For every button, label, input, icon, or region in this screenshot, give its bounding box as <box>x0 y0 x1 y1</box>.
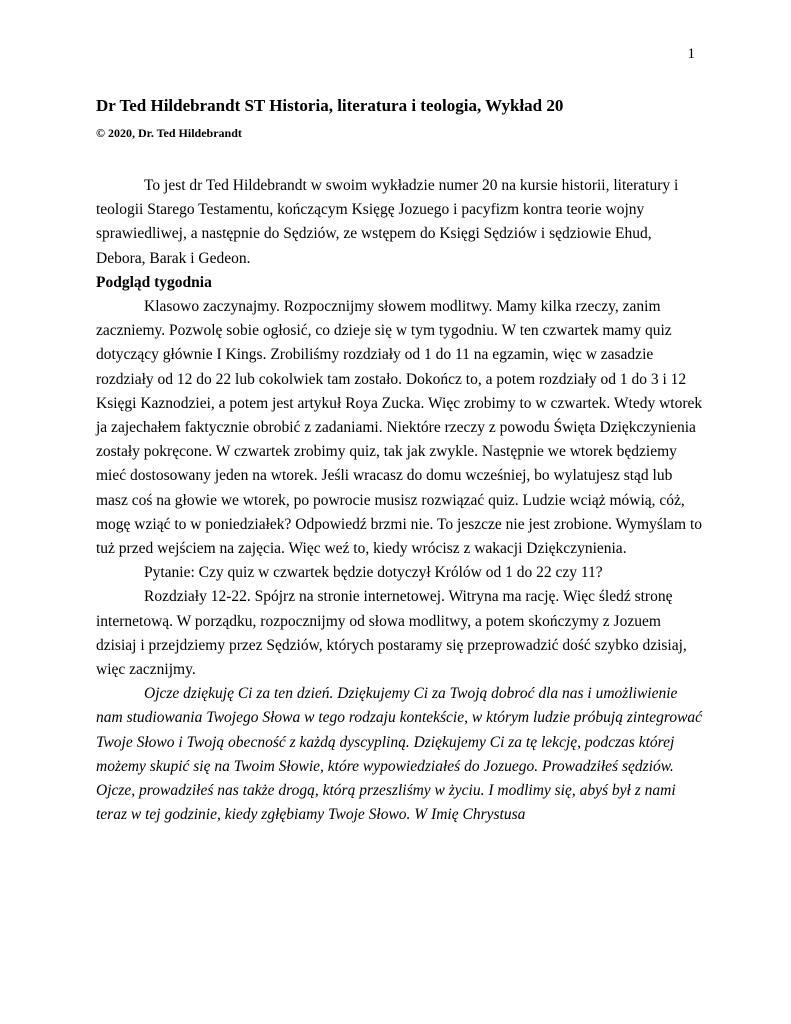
document-body <box>96 174 704 827</box>
intro-paragraph: To jest dr Ted Hildebrandt w swoim wykładzie numer 20 na kursie historii, literatury i teologii Starego Testamentu, kończącym Księgę Jozuego i pacyfizm kontra teorie wojny sprawiedliwej, a następnie do Sędziów, ze wstępem do Księgi Sędziów i sędziowie Ehud, Debora, Barak i Gedeon. <box>96 177 679 267</box>
prayer-paragraph: Ojcze dziękuję Ci za ten dzień. Dziękujemy Ci za Twoją dobroć dla nas i umożliwienie nam studiowania Twojego Słowa w tego rodzaju kontekście, w którym ludzie próbują zintegrować Twoje Słowo i Twoją obecność z każdą dyscypliną. Dziękujemy Ci za tę lekcję, podczas której możemy skupić się na Twoim Słowie, które wypowiedziałeś do Jozuego. Prowadziłeś sędziów. Ojcze, prowadziłeś nas także drogą, którą przeszliśmy w życiu. I modlimy się, abyś był z nami teraz w tej godzinie, kiedy zgłębiamy Twoje Słowo. W Imię Chrystusa <box>96 685 703 824</box>
answer-paragraph: Rozdziały 12-22. Spójrz na stronie internetowej. Witryna ma rację. Więc śledź stronę internetową. W porządku, rozpocznijmy od słowa modlitwy, a potem skończymy z Jozuem dzisiaj i przejdziemy przez Sędziów, których postaramy się przeprowadzić dość szybko dzisiaj, więc zacznijmy. <box>96 588 687 679</box>
copyright-notice: © 2020, Dr. Ted Hildebrandt <box>96 126 242 140</box>
document-title: Dr Ted Hildebrandt ST Historia, literatura i teologia, Wykład 20 <box>96 96 564 115</box>
announcement-paragraph: Klasowo zaczynajmy. Rozpocznijmy słowem modlitwy. Mamy kilka rzeczy, zanim zaczniemy. Pozwolę sobie ogłosić, co dzieje się w tym tygodniu. W ten czwartek mamy quiz dotyczący głównie I Kings. Zrobiliśmy rozdziały od 1 do 11 na egzamin, więc w zasadzie rozdziały od 12 do 22 lub cokolwiek tam zostało. Dokończ to, a potem rozdziały od 1 do 3 i 12 Księgi Kaznodziei, a potem jest artykuł Roya Zucka. Więc zrobimy to w czwartek. Wtedy wtorek ja zajechałem faktycznie obrobić z zadaniami. Niektóre rzeczy z powodu Święta Dziękczynienia zostały pokręcone. W czwartek zrobimy quiz, tak jak zwykle. Następnie we wtorek będziemy mieć dostosowany jeden na wtorek. Jeśli wracasz do domu wcześniej, bo wylatujesz stąd lub masz coś na głowie we wtorek, po powrocie musisz rozwiązać quiz. Ludzie wciąż mówią, cóż, mogę wziąć to w poniedziałek? Odpowiedź brzmi nie. To jeszcze nie jest zrobione. Wymyślam to tuż przed wejściem na zajęcia. Więc weź to, kiedy wrócisz z wakacji Dziękczynienia. <box>96 298 703 558</box>
question-paragraph: Pytanie: Czy quiz w czwartek będzie dotyczył Królów od 1 do 22 czy 11? <box>144 564 603 582</box>
section-heading: Podgląd tygodnia <box>96 273 212 291</box>
page-number: 1 <box>687 46 695 62</box>
